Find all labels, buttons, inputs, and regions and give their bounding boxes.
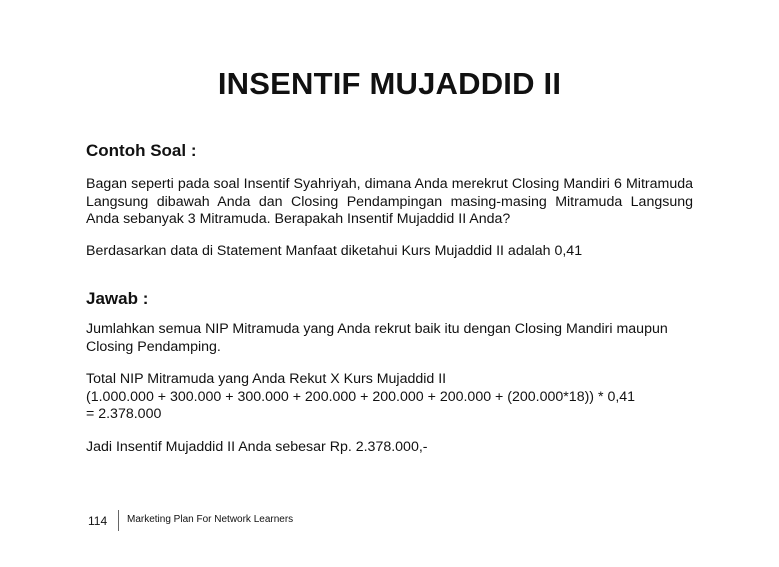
formula-calculation: (1.000.000 + 300.000 + 300.000 + 200.000 + 200.000 + 200.000 + (200.000*18)) * 0,41 xyxy=(86,388,636,405)
answer-heading: Jawab : xyxy=(86,289,149,308)
answer-conclusion: Jadi Insentif Mujaddid II Anda sebesar Rp. 2.378.000,- xyxy=(86,439,428,455)
formula-result: = 2.378.000 xyxy=(86,406,162,422)
answer-formula xyxy=(86,371,726,424)
answer-instruction: Jumlahkan semua NIP Mitramuda yang Anda rekrut baik itu dengan Closing Mandiri maupun Closing Pendamping. xyxy=(86,321,668,355)
footer-book-title: Marketing Plan For Network Learners xyxy=(127,514,294,525)
example-given-data: Berdasarkan data di Statement Manfaat diketahui Kurs Mujaddid II adalah 0,41 xyxy=(86,243,583,259)
formula-label: Total NIP Mitramuda yang Anda Rekut X Kurs Mujaddid II xyxy=(86,371,447,387)
footer-divider xyxy=(118,510,119,531)
example-heading: Contoh Soal : xyxy=(86,141,197,160)
example-question: Bagan seperti pada soal Insentif Syahriyah, dimana Anda merekrut Closing Mandiri 6 Mitramuda Langsung dibawah Anda dan Closing Pendampingan masing-masing Mitramuda Langsung Anda sebanyak 3 Mitramuda. Berapakah Insentif Mujaddid II Anda? xyxy=(86,176,693,227)
page-number: 114 xyxy=(88,514,108,528)
page-title: INSENTIF MUJADDID II xyxy=(217,66,562,101)
